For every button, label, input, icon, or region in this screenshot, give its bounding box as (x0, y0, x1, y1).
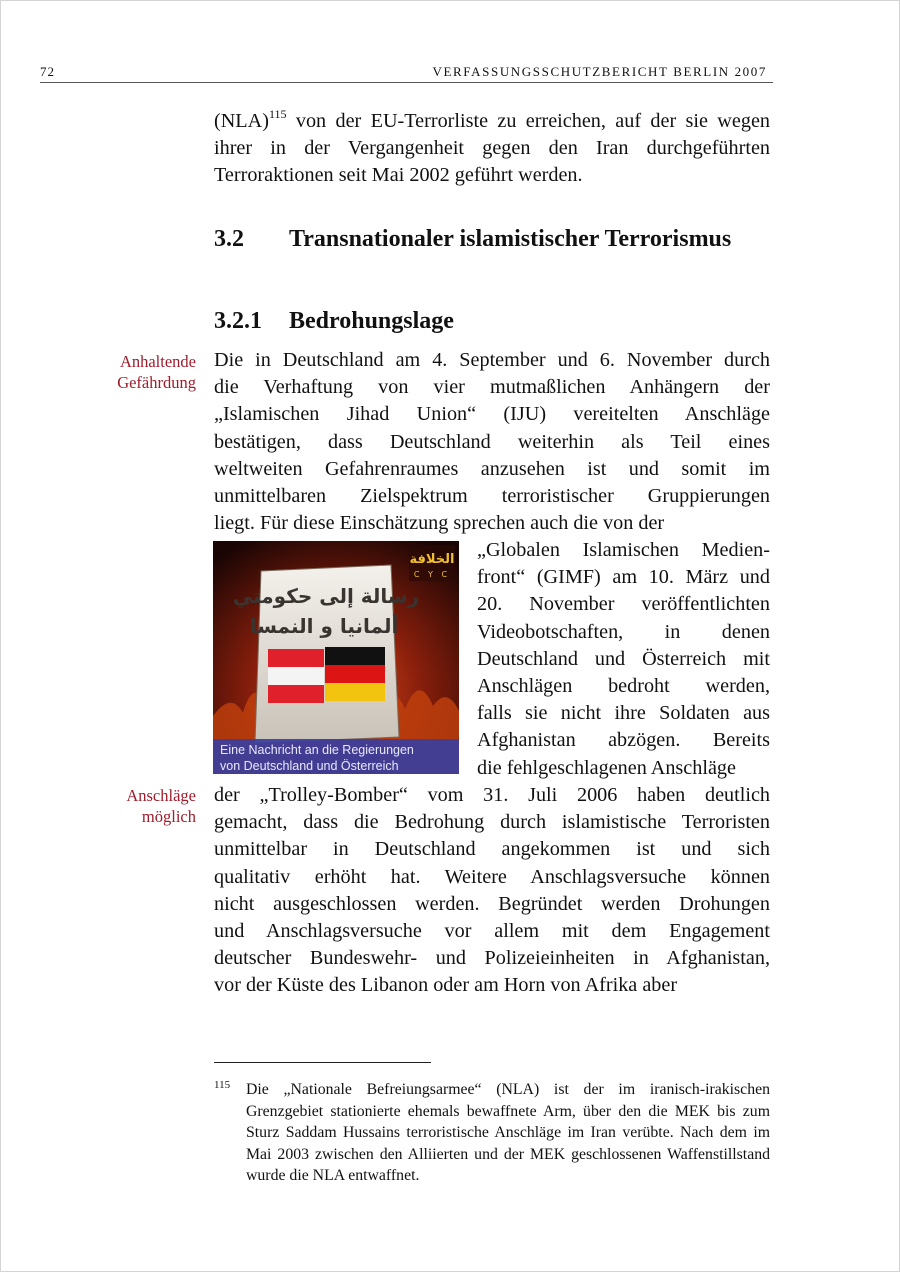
wrapped-paragraph (477, 537, 770, 782)
text-line: Die in Deutschland am 4. September und 6. November durch (214, 349, 770, 371)
channel-logo: الخلافة (409, 552, 455, 567)
text-line: der „Trolley-Bomber“ vom 31. Juli 2006 haben deutlich (214, 784, 770, 806)
footnote-reference[interactable]: 115 (268, 107, 287, 121)
text-line: weltweiten Gefahrenraumes anzusehen ist und somit im (214, 457, 770, 480)
video-message-image (213, 541, 459, 774)
text-line: unmittelbar in Deutschland angekommen ist und sich (214, 838, 770, 861)
text-line: deutscher Bundeswehr- und Polizeieinheiten in Afghanistan, (214, 947, 770, 970)
austria-flag (268, 649, 324, 703)
channel-logo-sub: C Y C (413, 570, 451, 579)
page-number: 72 (40, 64, 55, 79)
text-line: 20. November veröffentlichten (477, 593, 770, 616)
text-line: Deutschland und Österreich mit (477, 647, 770, 670)
video-still-graphic (213, 541, 459, 774)
text-line: Afghanistan abzögen. Bereits (477, 729, 770, 752)
arabic-title-line2: ألمانيا و النمسا (249, 614, 399, 638)
text-line: unmittelbaren Zielspektrum terroristischer Gruppierungen (214, 485, 770, 508)
text-line: Anschlägen bedroht werden, (477, 675, 770, 698)
footnote-text: Die „Nationale Befreiungsarmee“ (NLA) ist der im iranisch-irakischen Grenzgebiet stationierte ehemals bewaffnete Arm, über den die MEK bis zum Sturz Saddam Hussains terroristische Anschläge im Iran verübte. Nach dem im Mai 2003 zwischen den Alliierten und der MEK geschlossenen Waffenstillstand wurde die NLA entwaffnet. (246, 1081, 770, 1185)
intro-text-rest: von der EU-Terrorliste zu erreichen, auf der sie wegen ihrer in der Vergangenheit gegen den Iran durchgeführten Terroraktionen seit Mai 2002 geführt werden. (214, 110, 770, 187)
text-line: gemacht, dass die Bedrohung durch islamistische Terroristen (214, 811, 770, 834)
germany-flag (325, 647, 385, 701)
section-title: Transnationaler islamistischer Terrorismus (289, 226, 732, 252)
margin-note-anschlaege-moeglich: Anschläge möglich (126, 786, 196, 826)
text-line: qualitativ erhöht hat. Weitere Anschlagsversuche können (214, 865, 770, 888)
image-caption-line1: Eine Nachricht an die Regierungen (220, 743, 414, 757)
arabic-title-line1: رسالة إلى حكومتي (232, 584, 420, 608)
text-line: nicht ausgeschlossen werden. Begründet werden Drohungen (214, 892, 770, 915)
footnote (214, 1079, 770, 1187)
text-line: front“ (GIMF) am 10. März und (477, 566, 770, 589)
subsection-title: Bedrohungslage (289, 308, 454, 334)
text-line: bestätigen, dass Deutschland weiterhin als Teil eines (214, 430, 770, 453)
section-number: 3.2 (214, 226, 244, 252)
text-line: „Islamischen Jihad Union“ (IJU) vereitelten Anschläge (214, 403, 770, 426)
margin-note-anhaltende-gefaehrdung: Anhaltende Gefährdung (117, 352, 196, 392)
text-line: und Anschlagsversuche vor allem mit dem Engagement (214, 920, 770, 943)
footnote-number: 115 (214, 1079, 231, 1091)
running-header-title: VERFASSUNGSSCHUTZBERICHT BERLIN 2007 (432, 64, 767, 79)
text-line: die fehlgeschlagenen Anschläge (477, 756, 736, 779)
text-line: Videobotschaften, in denen (477, 620, 770, 643)
main-paragraph-top (214, 347, 770, 537)
intro-text-start: (NLA) (214, 110, 269, 132)
running-header (40, 64, 773, 83)
text-line: die Verhaftung von vier mutmaßlichen Anhängern der (214, 376, 770, 399)
intro-paragraph (214, 108, 770, 190)
subsection-number: 3.2.1 (214, 308, 262, 334)
main-paragraph-bottom (214, 782, 770, 1000)
image-caption-line2: von Deutschland und Österreich (220, 759, 399, 773)
text-line: vor der Küste des Libanon oder am Horn von Afrika aber (214, 974, 678, 997)
text-line: liegt. Für diese Einschätzung sprechen auch die von der (214, 512, 665, 535)
footnote-separator (214, 1062, 431, 1063)
text-line: falls sie nicht ihre Soldaten aus (477, 702, 770, 725)
text-line: „Globalen Islamischen Medien- (477, 539, 770, 561)
